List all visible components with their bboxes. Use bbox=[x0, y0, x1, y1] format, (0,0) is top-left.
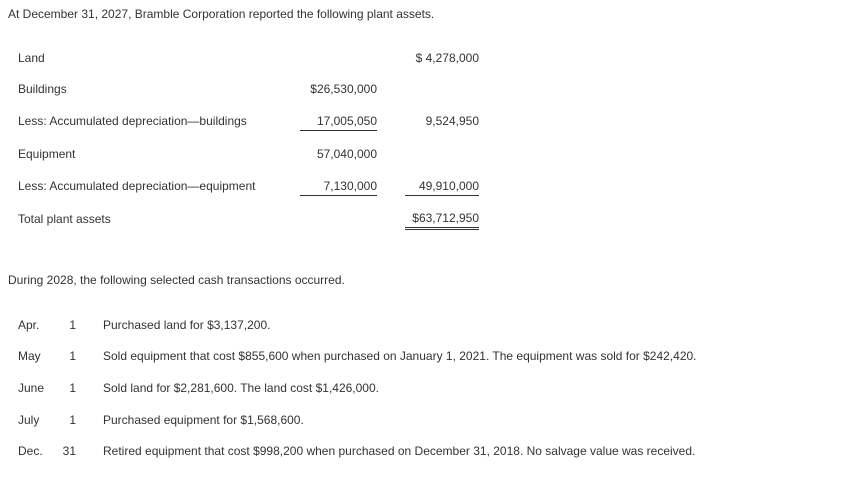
transaction-month: July bbox=[18, 413, 40, 427]
acc-dep-equipment-value: 7,130,000 bbox=[300, 179, 377, 196]
buildings-label: Buildings bbox=[18, 82, 67, 96]
land-label: Land bbox=[18, 51, 45, 65]
transaction-month: May bbox=[18, 349, 41, 363]
transaction-month: June bbox=[18, 381, 45, 395]
land-value: $ 4,278,000 bbox=[415, 51, 479, 65]
transaction-text: Sold equipment that cost $855,600 when purchased on January 1, 2021. The equipment was sold for $242,420. bbox=[103, 349, 697, 363]
acc-dep-equipment-label: Less: Accumulated depreciation—equipment bbox=[18, 179, 256, 193]
transaction-text: Retired equipment that cost $998,200 when purchased on December 31, 2018. No salvage value was received. bbox=[103, 444, 696, 458]
equipment-value: 57,040,000 bbox=[316, 147, 377, 161]
transaction-day: 1 bbox=[69, 413, 76, 427]
transaction-day: 1 bbox=[69, 381, 76, 395]
transaction-month: Apr. bbox=[18, 318, 40, 332]
buildings-value: $26,530,000 bbox=[310, 82, 377, 96]
transaction-month: Dec. bbox=[18, 444, 43, 458]
acc-dep-buildings-value: 17,005,050 bbox=[300, 114, 377, 131]
net-equipment-value: 49,910,000 bbox=[405, 179, 479, 196]
total-label: Total plant assets bbox=[18, 212, 111, 226]
intro-text: At December 31, 2027, Bramble Corporation reported the following plant assets. bbox=[8, 7, 435, 21]
transaction-day: 1 bbox=[69, 349, 76, 363]
net-buildings-value: 9,524,950 bbox=[425, 114, 479, 128]
transaction-text: Sold land for $2,281,600. The land cost $1,426,000. bbox=[103, 381, 379, 395]
transaction-text: Purchased equipment for $1,568,600. bbox=[103, 413, 304, 427]
transaction-text: Purchased land for $3,137,200. bbox=[103, 318, 271, 332]
equipment-label: Equipment bbox=[18, 147, 76, 161]
transactions-intro: During 2028, the following selected cash transactions occurred. bbox=[8, 273, 345, 287]
transaction-day: 1 bbox=[69, 318, 76, 332]
transaction-day: 31 bbox=[62, 444, 76, 458]
acc-dep-buildings-label: Less: Accumulated depreciation—buildings bbox=[18, 114, 247, 128]
total-value: $63,712,950 bbox=[405, 211, 479, 230]
